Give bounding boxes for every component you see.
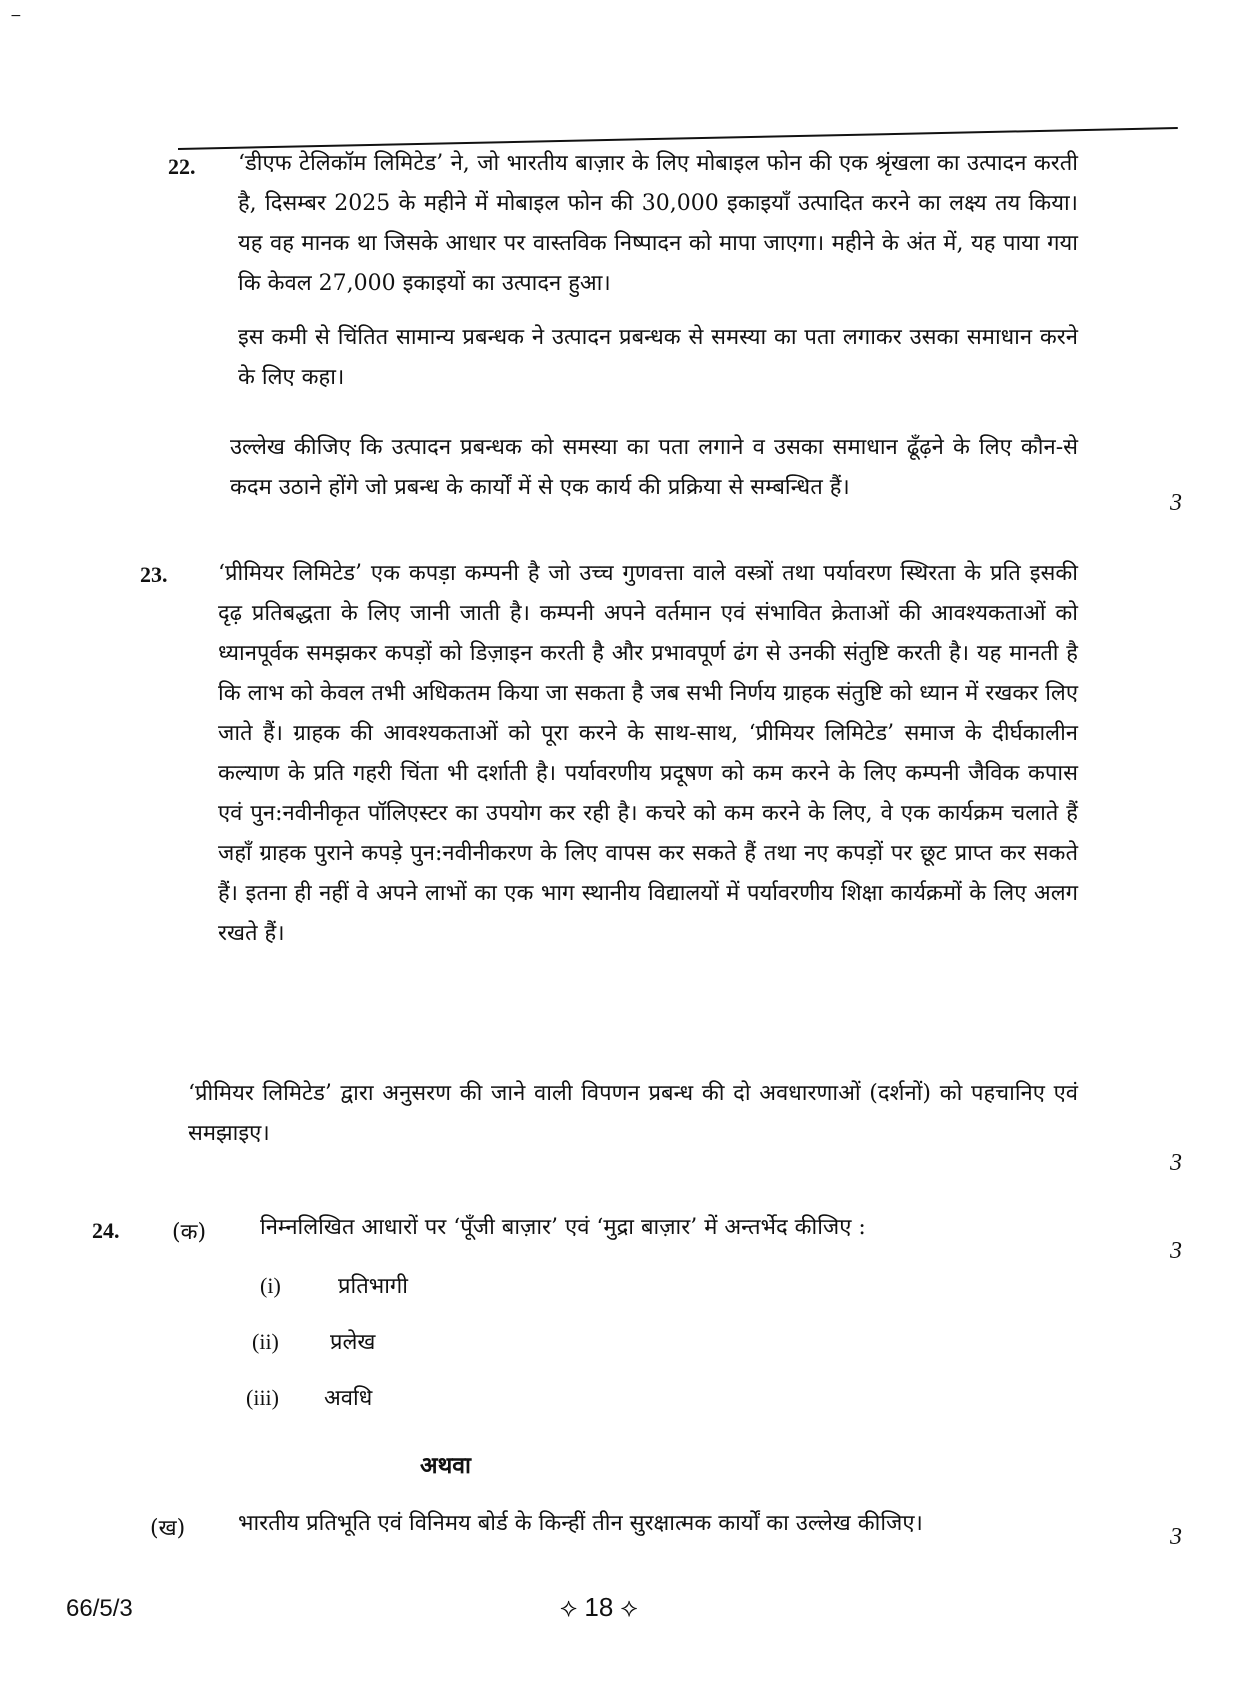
part-b-text: भारतीय प्रतिभूति एवं विनिमय बोर्ड के किन्हीं तीन सुरक्षात्मक कार्यों का उल्लेख कीजिए। — [238, 1511, 923, 1536]
list-item-number: (iii) — [246, 1385, 279, 1410]
question-paragraph: ‘प्रीमियर लिमिटेड’ द्वारा अनुसरण की जाने वाली विपणन प्रबन्ध की दो अवधारणाओं (दर्शनों) को पहचानिए एवं समझाइए। — [188, 1081, 1078, 1146]
question-number: 22. — [168, 154, 196, 179]
list-item-text: प्रलेख — [330, 1330, 376, 1355]
paper-code: 66/5/3 — [66, 1595, 133, 1622]
list-item-number: (ii) — [252, 1329, 279, 1354]
list-item-text: अवधि — [324, 1386, 373, 1411]
page-number: ⟡ 18 ⟡ — [560, 1592, 638, 1622]
list-item — [260, 1270, 408, 1300]
list-item — [252, 1326, 375, 1356]
part-a-label: (क) — [172, 1220, 207, 1245]
corner-mark: − — [10, 8, 22, 24]
marks: 3 — [1170, 1524, 1182, 1550]
question-paragraph: ‘प्रीमियर लिमिटेड’ एक कपड़ा कम्पनी है जो उच्च गुणवत्ता वाले वस्त्रों तथा पर्यावरण स्थिरता के प्रति इसकी दृढ़ प्रतिबद्धता के लिए जानी जाती है। कम्पनी अपने वर्तमान एवं संभावित क्रेताओं की आवश्यकताओं को ध्यानपूर्वक समझकर कपड़ों को डिज़ाइन करती है और प्रभावपूर्ण ढंग से उनकी संतुष्टि करती है। यह मानती है कि लाभ को केवल तभी अधिकतम किया जा सकता है जब सभी निर्णय ग्राहक संतुष्टि को ध्यान में रखकर लिए जाते हैं। ग्राहक की आवश्यकताओं को पूरा करने के साथ-साथ, ‘प्रीमियर लिमिटेड’ समाज के दीर्घकालीन कल्याण के प्रति गहरी चिंता भी दर्शाती है। पर्यावरणीय प्रदूषण को कम करने के लिए कम्पनी जैविक कपास एवं पुन:नवीनीकृत पॉलिएस्टर का उपयोग कर रही है। कचरे को कम करने के लिए, वे एक कार्यक्रम चलाते हैं जहाँ ग्राहक पुराने कपड़े पुन:नवीनीकरण के लिए वापस कर सकते हैं तथा नए कपड़ों पर छूट प्राप्त कर सकते हैं। इतना ही नहीं वे अपने लाभों का एक भाग स्थानीय विद्यालयों में पर्यावरणीय शिक्षा कार्यक्रमों के लिए अलग रखते हैं। — [218, 561, 1078, 946]
marks: 3 — [1170, 1150, 1182, 1176]
part-b-label: (ख) — [150, 1516, 186, 1541]
question-number: 24. — [92, 1218, 120, 1243]
question-paragraph: उल्लेख कीजिए कि उत्पादन प्रबन्धक को समस्या का पता लगाने व उसका समाधान ढूँढ़ने के लिए कौन-से कदम उठाने होंगे जो प्रबन्ध के कार्यों में से एक कार्य की प्रक्रिया से सम्बन्धित हैं। — [230, 435, 1078, 500]
question-paragraph: ‘डीएफ टेलिकॉम लिमिटेड’ ने, जो भारतीय बाज़ार के लिए मोबाइल फोन की एक श्रृंखला का उत्पादन करती है, दिसम्बर 2025 के महीने में मोबाइल फोन की 30,000 इकाइयाँ उत्पादित करने का लक्ष्य तय किया। यह वह मानक था जिसके आधार पर वास्तविक निष्पादन को मापा जाएगा। महीने के अंत में, यह पाया गया कि केवल 27,000 इकाइयों का उत्पादन हुआ। — [238, 151, 1078, 296]
list-item — [246, 1382, 372, 1412]
question-number: 23. — [140, 562, 168, 587]
or-label: अथवा — [420, 1452, 472, 1479]
list-item-number: (i) — [260, 1273, 281, 1298]
part-a-text: निम्नलिखित आधारों पर ‘पूँजी बाज़ार’ एवं ‘मुद्रा बाज़ार’ में अन्तर्भेद कीजिए : — [260, 1215, 866, 1240]
marks: 3 — [1170, 490, 1182, 516]
list-item-text: प्रतिभागी — [338, 1274, 409, 1299]
marks: 3 — [1170, 1238, 1182, 1264]
question-paragraph: इस कमी से चिंतित सामान्य प्रबन्धक ने उत्पादन प्रबन्धक से समस्या का पता लगाकर उसका समाधान करने के लिए कहा। — [238, 325, 1078, 390]
